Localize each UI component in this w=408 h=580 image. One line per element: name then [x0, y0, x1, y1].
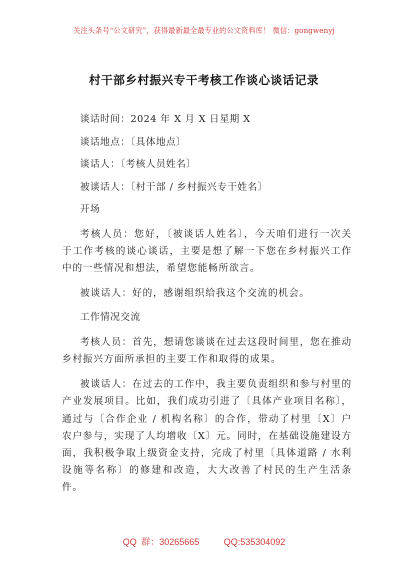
- info-time: 谈话时间：2024 年 X 月 X 日星期 X: [80, 114, 251, 125]
- document-title: 村干部乡村振兴专干考核工作谈心谈话记录: [89, 73, 319, 87]
- section-heading-work: 工作情况交流: [80, 312, 141, 324]
- paragraph: 被谈话人：好的，感谢组织给我这个交流的机会。: [80, 288, 310, 300]
- info-location: 谈话地点：〔具体地点〕: [80, 136, 187, 148]
- qq-number: QQ:535304092: [223, 537, 286, 547]
- info-interviewee: 被谈话人：〔村干部 / 乡村振兴专干姓名〕: [80, 181, 268, 193]
- paragraph: 考核人员：您好，〔被谈话人姓名〕，今天咱们进行一次关于工作考核的谈心谈话，主要是想了解一下您在乡村振兴工作中的一些情况和想法，希望您能畅所欲言。: [62, 228, 352, 274]
- paragraph: 被谈话人：在过去的工作中，我主要负责组织和参与村里的产业发展项目。比如，我们成功引进了〔具体产业项目名称〕，通过与〔合作企业 / 机构名称〕的合作，带动了村里〔X〕户农户参与，实现了人均增收〔X〕元。同时，在基础设施建设方面，我积极争取上级资金支持，完成了村里〔具体道路 / 水利设施等名称〕的修建和改造，大大改善了村民的生产生活条件。: [62, 379, 352, 493]
- promo-banner: 关注头条号“公文研究”，获得最新最全最专业的公文资料库！ 微信：gongwenyj: [73, 26, 335, 35]
- qq-group-number: QQ 群：30265665: [122, 537, 200, 547]
- document-body: [62, 113, 352, 505]
- paragraph: 考核人员：首先，想请您谈谈在过去这段时间里，您在推动乡村振兴方面所承担的主要工作和取得的成果。: [62, 336, 352, 365]
- info-interviewer: 谈话人：〔考核人员姓名〕: [80, 159, 197, 170]
- footer-contact: [0, 535, 408, 548]
- section-heading-opening: 开场: [80, 204, 101, 215]
